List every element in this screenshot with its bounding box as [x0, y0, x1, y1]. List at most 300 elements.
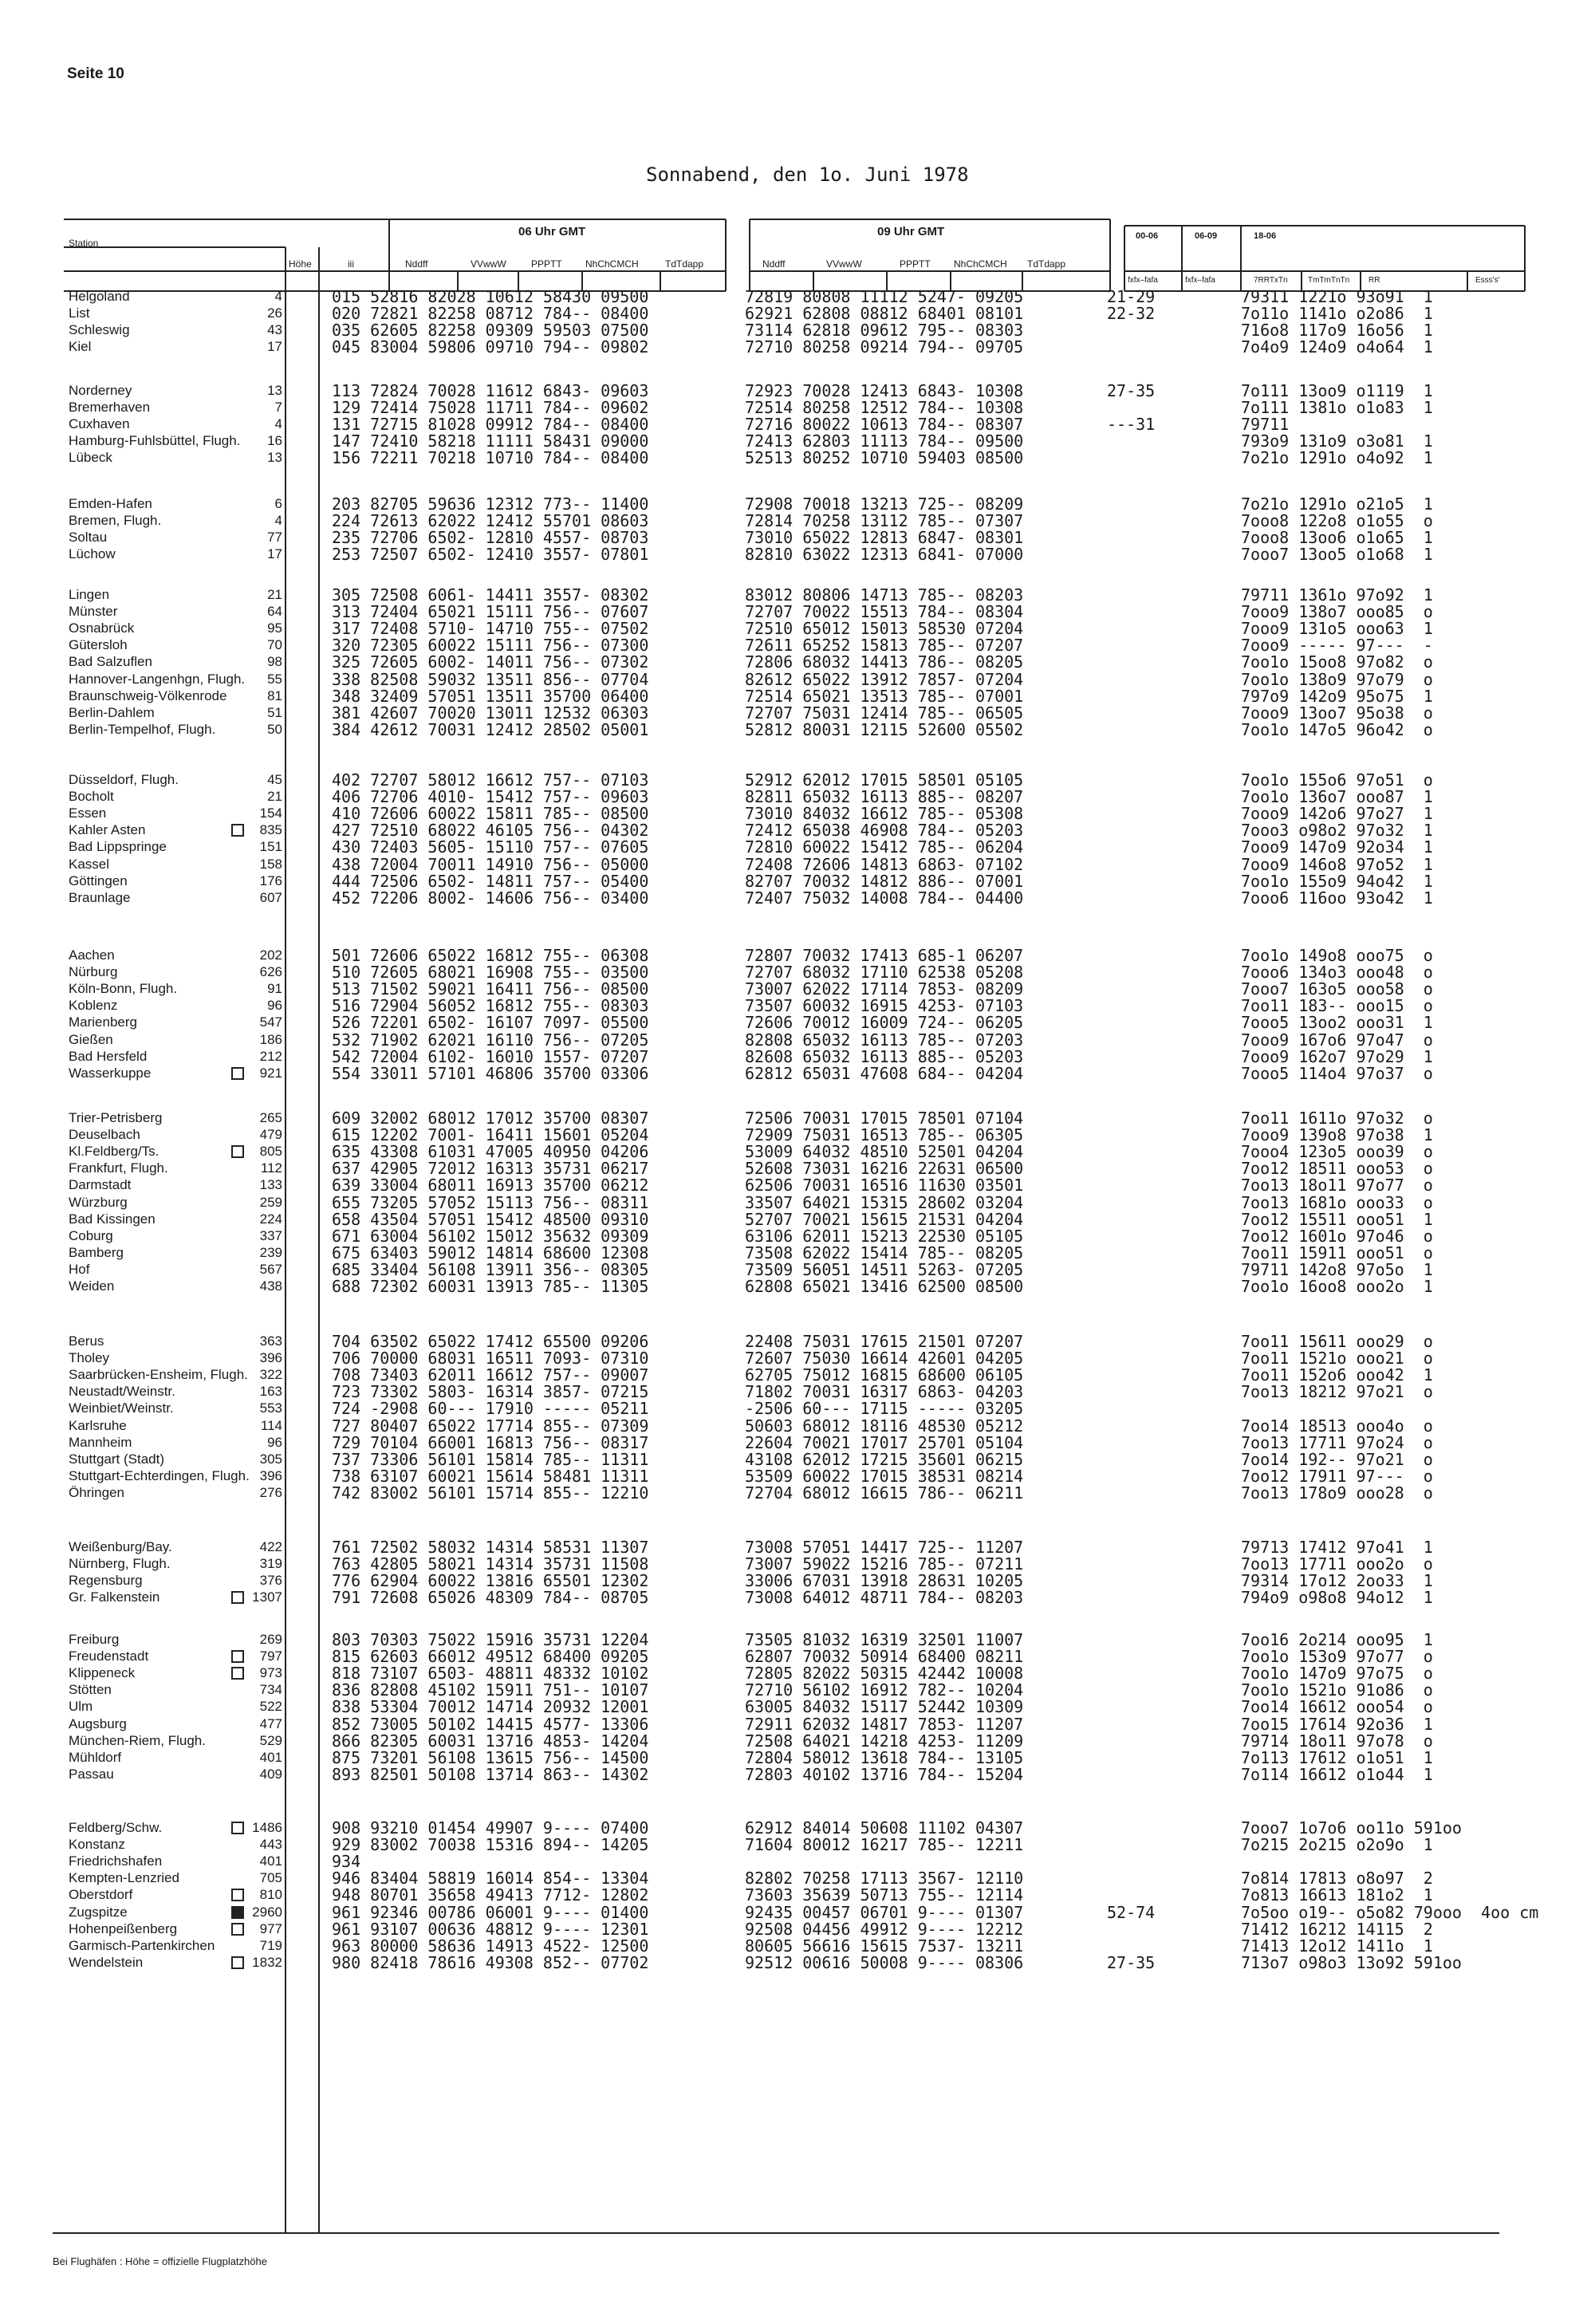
obs-06-gmt: 729 70104 66001 16813 756-- 08317: [332, 1432, 649, 1452]
station-height: 409: [259, 1766, 282, 1782]
obs-06-gmt: 402 72707 58012 16612 757-- 07103: [332, 770, 649, 790]
table-row: [0, 1384, 1595, 1400]
obs-06-gmt: 838 53304 70012 14714 20932 12001: [332, 1697, 649, 1717]
table-row: [0, 1485, 1595, 1501]
station-name: Göttingen: [69, 872, 128, 888]
obs-extremes: 7o813 16613 181o2 1: [1241, 1885, 1433, 1905]
table-row: [0, 1065, 1595, 1081]
obs-06-gmt: 639 33004 68011 16913 35700 06212: [332, 1176, 649, 1195]
station-name: Freiburg: [69, 1632, 120, 1647]
obs-extremes: 7oo13 17711 ooo2o o: [1241, 1554, 1433, 1574]
table-row: [0, 415, 1595, 435]
station-height: 202: [259, 947, 282, 963]
obs-extremes: 7o21o 1291o o21o5 1: [1241, 494, 1433, 514]
header-period-2: 06-09: [1195, 231, 1218, 241]
station-height: 376: [259, 1573, 282, 1589]
obs-extremes: 7ooo9 162o7 97o29 1: [1241, 1046, 1433, 1066]
table-row: [0, 619, 1595, 639]
station-height: 4: [274, 289, 282, 304]
table-row: [0, 400, 1595, 416]
header-09-ppptt: PPPTT: [900, 258, 931, 270]
obs-09-gmt: 53009 64032 48510 52501 04204: [745, 1142, 1024, 1162]
table-row: [0, 1588, 1595, 1608]
obs-06-gmt: 776 62904 60022 13816 65501 12302: [332, 1571, 649, 1591]
obs-wind-gust: 22-32: [1107, 304, 1156, 324]
table-row: [0, 1837, 1595, 1853]
station-name: Hamburg-Fuhlsbüttel, Flugh.: [69, 433, 241, 449]
station-name: Zugspitze: [69, 1904, 128, 1920]
station-name: Bad Lippspringe: [69, 839, 167, 855]
station-height: 1307: [252, 1589, 282, 1605]
obs-09-gmt: 73007 62022 17114 7853- 08209: [745, 979, 1024, 999]
obs-06-gmt: 444 72506 6502- 14811 757-- 05400: [332, 871, 649, 891]
obs-06-gmt: 609 32002 68012 17012 35700 08307: [332, 1109, 649, 1128]
obs-extremes: 71413 12o12 1411o 1: [1241, 1936, 1433, 1956]
obs-extremes: 7ooo7 163o5 ooo58 o: [1241, 979, 1433, 999]
obs-extremes: 7ooo9 139o8 97o38 1: [1241, 1125, 1433, 1145]
obs-extremes: 7ooo9 167o6 97o47 o: [1241, 1030, 1433, 1050]
station-name: Soltau: [69, 530, 108, 546]
station-name: Wendelstein: [69, 1954, 144, 1970]
obs-06-gmt: 708 73403 62011 16612 757-- 09007: [332, 1365, 649, 1385]
table-row: [0, 530, 1595, 546]
obs-06-gmt: 961 92346 00786 06001 9---- 01400: [332, 1902, 649, 1922]
header-09-nhch: NhChCMCH: [954, 258, 1007, 270]
station-height: 719: [259, 1937, 282, 1953]
obs-09-gmt: 72814 70258 13112 785-- 07307: [745, 511, 1024, 531]
obs-06-gmt: 724 -2908 60--- 17910 ----- 05211: [332, 1399, 649, 1419]
station-height: 322: [259, 1367, 282, 1383]
table-row: [0, 1367, 1595, 1383]
obs-09-gmt: 72803 40102 13716 784-- 15204: [745, 1764, 1024, 1784]
obs-09-gmt: 72716 80022 10613 784-- 08307: [745, 415, 1024, 435]
obs-extremes: 7ooo7 1o7o6 oo11o 591oo: [1241, 1818, 1462, 1838]
obs-extremes: 71412 16212 14115 2: [1241, 1919, 1433, 1939]
obs-06-gmt: 035 62605 82258 09309 59503 07500: [332, 321, 649, 341]
station-height: 422: [259, 1539, 282, 1554]
station-name: Bremerhaven: [69, 400, 151, 416]
station-height: 45: [267, 772, 282, 787]
obs-09-gmt: 82811 65032 16113 885-- 08207: [745, 787, 1024, 807]
obs-extremes: 7o114 16612 o1o44 1: [1241, 1764, 1433, 1784]
station-height: 921: [259, 1065, 282, 1081]
station-height: 835: [259, 822, 282, 838]
table-row: [0, 947, 1595, 963]
station-height: 363: [259, 1333, 282, 1349]
station-height: 96: [267, 1434, 282, 1450]
obs-06-gmt: 045 83004 59806 09710 794-- 09802: [332, 337, 649, 357]
station-height: 212: [259, 1048, 282, 1064]
obs-06-gmt: 513 71502 59021 16411 756-- 08500: [332, 979, 649, 999]
station-name: Düsseldorf, Flugh.: [69, 772, 179, 787]
station-height: 70: [267, 637, 282, 653]
station-height: 17: [267, 339, 282, 355]
table-row: [0, 1664, 1595, 1684]
table-row: [0, 1952, 1595, 1972]
obs-09-gmt: 71604 80012 16217 785-- 12211: [745, 1835, 1024, 1855]
obs-09-gmt: 50603 68012 18116 48530 05212: [745, 1416, 1024, 1436]
table-row: [0, 719, 1595, 739]
station-name: Klippeneck: [69, 1665, 136, 1681]
obs-extremes: 7oo11 183-- ooo15 o: [1241, 996, 1433, 1016]
obs-06-gmt: 253 72507 6502- 12410 3557- 07801: [332, 545, 649, 565]
table-row: [0, 1716, 1595, 1732]
table-row: [0, 669, 1595, 689]
obs-06-gmt: 818 73107 6503- 48811 48332 10102: [332, 1664, 649, 1684]
obs-09-gmt: 73114 62818 09612 795-- 08303: [745, 321, 1024, 341]
station-name: Tholey: [69, 1350, 110, 1366]
obs-06-gmt: 723 73302 5803- 16314 3857- 07215: [332, 1382, 649, 1402]
table-row: [0, 1127, 1595, 1143]
obs-09-gmt: 72805 82022 50315 42442 10008: [745, 1664, 1024, 1684]
station-height: 13: [267, 450, 282, 466]
obs-extremes: 7oo1o 16oo8 ooo2o 1: [1241, 1277, 1433, 1296]
obs-extremes: 7oo14 192-- 97o21 o: [1241, 1449, 1433, 1469]
obs-09-gmt: 72606 70012 16009 724-- 06205: [745, 1013, 1024, 1033]
table-row: [0, 587, 1595, 603]
mountain-station-box-icon: [231, 1650, 244, 1663]
station-name: Weinbiet/Weinstr.: [69, 1400, 174, 1416]
station-height: 705: [259, 1870, 282, 1886]
obs-09-gmt: 33507 64021 15315 28602 03204: [745, 1192, 1024, 1212]
obs-06-gmt: 738 63107 60021 15614 58481 11311: [332, 1466, 649, 1486]
station-height: 396: [259, 1350, 282, 1366]
obs-09-gmt: -2506 60--- 17115 ----- 03205: [745, 1399, 1024, 1419]
station-height: 479: [259, 1127, 282, 1143]
header-06-ppptt: PPPTT: [531, 258, 562, 270]
obs-09-gmt: 72413 62803 11113 784-- 09500: [745, 431, 1024, 451]
obs-extremes: 7o111 13oo9 o1119 1: [1241, 381, 1433, 400]
obs-09-gmt: 80605 56616 15615 7537- 13211: [745, 1936, 1024, 1956]
station-name: Bad Kissingen: [69, 1211, 156, 1227]
obs-06-gmt: 452 72206 8002- 14606 756-- 03400: [332, 888, 649, 908]
station-name: Berlin-Tempelhof, Flugh.: [69, 721, 216, 737]
station-height: 319: [259, 1556, 282, 1572]
obs-extremes: 7o21o 1291o o4o92 1: [1241, 448, 1433, 468]
header-06-nddff: Nddff: [405, 258, 428, 270]
station-name: Emden-Hafen: [69, 496, 152, 511]
obs-extremes: 7ooo4 123o5 ooo39 o: [1241, 1142, 1433, 1162]
obs-extremes: 7ooo8 122o8 o1o55 o: [1241, 511, 1433, 531]
station-height: 43: [267, 322, 282, 338]
header-sub-4: TmTmTnTn: [1308, 276, 1350, 285]
station-height: 64: [267, 604, 282, 620]
table-row: [0, 1259, 1595, 1279]
station-name: Braunschweig-Völkenrode: [69, 687, 227, 703]
obs-09-gmt: 72807 70032 17413 685-1 06207: [745, 946, 1024, 965]
station-name: Lübeck: [69, 450, 112, 466]
table-row: [0, 1449, 1595, 1469]
table-row: [0, 1159, 1595, 1179]
table-row: [0, 545, 1595, 565]
obs-09-gmt: 73008 64012 48711 784-- 08203: [745, 1588, 1024, 1608]
mountain-station-box-icon: [231, 824, 244, 837]
obs-09-gmt: 73505 81032 16319 32501 11007: [745, 1630, 1024, 1649]
table-row: [0, 1192, 1595, 1212]
obs-06-gmt: 875 73201 56108 13615 756-- 14500: [332, 1747, 649, 1767]
obs-extremes: 7ooo6 134o3 ooo48 o: [1241, 963, 1433, 983]
station-height: 438: [259, 1278, 282, 1294]
obs-09-gmt: 72607 75030 16614 42601 04205: [745, 1349, 1024, 1369]
obs-extremes: 79714 18o11 97o78 o: [1241, 1731, 1433, 1751]
obs-06-gmt: 803 70303 75022 15916 35731 12204: [332, 1630, 649, 1649]
obs-09-gmt: 82802 70258 17113 3567- 12110: [745, 1869, 1024, 1889]
obs-06-gmt: 015 52816 82028 10612 58430 09500: [332, 287, 649, 306]
station-name: Friedrichshafen: [69, 1853, 163, 1869]
station-name: Konstanz: [69, 1837, 125, 1853]
table-row: [0, 636, 1595, 656]
obs-extremes: 7o215 2o215 o2o9o 1: [1241, 1835, 1433, 1855]
obs-09-gmt: 72810 60022 15412 785-- 06204: [745, 837, 1024, 857]
station-name: Kempten-Lenzried: [69, 1870, 179, 1886]
station-height: 91: [267, 981, 282, 997]
table-row: [0, 513, 1595, 529]
obs-09-gmt: 72707 68032 17110 62538 05208: [745, 963, 1024, 983]
obs-extremes: 7oo11 15911 ooo51 o: [1241, 1243, 1433, 1262]
table-row: [0, 789, 1595, 805]
obs-06-gmt: 946 83404 58819 16014 854-- 13304: [332, 1869, 649, 1889]
obs-09-gmt: 72510 65012 15013 58530 07204: [745, 619, 1024, 639]
header-sub-3: 7RRTxTn: [1254, 276, 1288, 285]
table-row: [0, 1921, 1595, 1937]
obs-06-gmt: 305 72508 6061- 14411 3557- 08302: [332, 585, 649, 605]
obs-09-gmt: 73010 84032 16612 785-- 05308: [745, 804, 1024, 824]
station-name: Passau: [69, 1766, 114, 1782]
table-row: [0, 1764, 1595, 1784]
mountain-station-box-icon: [231, 1145, 244, 1158]
station-name: Weißenburg/Bay.: [69, 1539, 172, 1554]
table-row: [0, 804, 1595, 824]
obs-06-gmt: 129 72414 75028 11711 784-- 09602: [332, 398, 649, 418]
table-row: [0, 1733, 1595, 1749]
obs-extremes: 7oo12 1601o 97o46 o: [1241, 1226, 1433, 1246]
obs-extremes: 7oo15 17614 92o36 1: [1241, 1714, 1433, 1734]
station-height: 21: [267, 587, 282, 602]
table-row: [0, 1349, 1595, 1369]
obs-wind-gust: 27-35: [1107, 381, 1156, 400]
obs-06-gmt: 852 73005 50102 14415 4577- 13306: [332, 1714, 649, 1734]
obs-extremes: 7ooo9 ----- 97--- -: [1241, 636, 1433, 656]
station-height: 567: [259, 1261, 282, 1277]
header-hoehe: Höhe: [289, 258, 312, 270]
table-row: [0, 890, 1595, 906]
station-height: 259: [259, 1194, 282, 1210]
table-row: [0, 1904, 1595, 1920]
obs-06-gmt: 384 42612 70031 12412 28502 05001: [332, 719, 649, 739]
obs-06-gmt: 381 42607 70020 13011 12532 06303: [332, 703, 649, 723]
obs-09-gmt: 33006 67031 13918 28631 10205: [745, 1571, 1024, 1591]
obs-06-gmt: 542 72004 6102- 16010 1557- 07207: [332, 1046, 649, 1066]
obs-09-gmt: 72704 68012 16615 786-- 06211: [745, 1483, 1024, 1503]
station-height: 17: [267, 546, 282, 562]
obs-09-gmt: 72911 62032 14817 7853- 11207: [745, 1714, 1024, 1734]
obs-extremes: 7oo1o 149o8 ooo75 o: [1241, 946, 1433, 965]
station-name: Ulm: [69, 1699, 93, 1715]
header-sub-1: fxfx–fafa: [1128, 276, 1158, 285]
station-name: Hohenpeißenberg: [69, 1920, 178, 1936]
mountain-station-box-icon: [231, 1067, 244, 1080]
table-row: [0, 321, 1595, 341]
station-name: Mannheim: [69, 1434, 132, 1450]
obs-extremes: 79314 17o12 2oo33 1: [1241, 1571, 1433, 1591]
station-name: Freudenstadt: [69, 1648, 149, 1664]
station-height: 401: [259, 1853, 282, 1869]
obs-06-gmt: 815 62603 66012 49512 68400 09205: [332, 1647, 649, 1667]
obs-extremes: 7oo1o 155o9 94o42 1: [1241, 871, 1433, 891]
obs-09-gmt: 52707 70021 15615 21531 04204: [745, 1209, 1024, 1229]
station-height: 151: [259, 839, 282, 855]
obs-extremes: 7o113 17612 o1o51 1: [1241, 1747, 1433, 1767]
obs-06-gmt: 908 93210 01454 49907 9---- 07400: [332, 1818, 649, 1838]
obs-06-gmt: 510 72605 68021 16908 755-- 03500: [332, 963, 649, 983]
obs-06-gmt: 836 82808 45102 15911 751-- 10107: [332, 1680, 649, 1700]
obs-09-gmt: 72710 56102 16912 782-- 10204: [745, 1680, 1024, 1700]
obs-09-gmt: 72514 80258 12512 784-- 10308: [745, 398, 1024, 418]
obs-06-gmt: 516 72904 56052 16812 755-- 08303: [332, 996, 649, 1016]
station-name: Neustadt/Weinstr.: [69, 1384, 175, 1400]
obs-extremes: 7ooo9 13oo7 95o38 o: [1241, 703, 1433, 723]
table-row: [0, 304, 1595, 324]
station-height: 1832: [252, 1954, 282, 1970]
station-height: 95: [267, 620, 282, 636]
station-height: 112: [260, 1160, 282, 1176]
obs-09-gmt: 52513 80252 10710 59403 08500: [745, 448, 1024, 468]
table-row: [0, 705, 1595, 721]
obs-06-gmt: 526 72201 6502- 16107 7097- 05500: [332, 1013, 649, 1033]
obs-06-gmt: 791 72608 65026 48309 784-- 08705: [332, 1588, 649, 1608]
station-name: Deuselbach: [69, 1127, 140, 1143]
station-height: 805: [259, 1144, 282, 1160]
obs-06-gmt: 235 72706 6502- 12810 4557- 08703: [332, 528, 649, 548]
station-name: Marienberg: [69, 1014, 137, 1030]
obs-06-gmt: 929 83002 70038 15316 894-- 14205: [332, 1835, 649, 1855]
mountain-station-box-icon: [231, 1923, 244, 1936]
obs-09-gmt: 82612 65022 13912 7857- 07204: [745, 669, 1024, 689]
table-row: [0, 1432, 1595, 1452]
station-height: 21: [267, 789, 282, 805]
header-06-vvwww: VVwwW: [471, 258, 506, 270]
footnote: Bei Flughäfen : Höhe = offizielle Flugplatzhöhe: [53, 2255, 267, 2267]
station-name: Berlin-Dahlem: [69, 704, 155, 720]
station-height: 163: [259, 1384, 282, 1400]
obs-06-gmt: 427 72510 68022 46105 756-- 04302: [332, 821, 649, 841]
obs-09-gmt: 92435 00457 06701 9---- 01307: [745, 1902, 1024, 1922]
obs-06-gmt: 438 72004 70011 14910 756-- 05000: [332, 854, 649, 874]
station-height: 224: [259, 1211, 282, 1227]
station-name: Köln-Bonn, Flugh.: [69, 981, 178, 997]
obs-extremes: 7ooo9 138o7 ooo85 o: [1241, 602, 1433, 622]
obs-09-gmt: 82608 65032 16113 885-- 05203: [745, 1046, 1024, 1066]
station-name: Regensburg: [69, 1573, 143, 1589]
station-name: Koblenz: [69, 998, 118, 1014]
station-height: 176: [259, 872, 282, 888]
station-name: Münster: [69, 604, 118, 620]
obs-09-gmt: 92512 00616 50008 9---- 08306: [745, 1952, 1024, 1972]
obs-09-gmt: 73508 62022 15414 785-- 08205: [745, 1243, 1024, 1262]
mountain-station-box-icon: [231, 1822, 244, 1834]
obs-extremes: 7ooo9 142o6 97o27 1: [1241, 804, 1433, 824]
obs-extremes: 7oo11 1521o ooo21 o: [1241, 1349, 1433, 1369]
table-row: [0, 998, 1595, 1014]
obs-extremes: 7o4o9 124o9 o4o64 1: [1241, 337, 1433, 357]
obs-06-gmt: 320 72305 60022 15111 756-- 07300: [332, 636, 649, 656]
obs-09-gmt: 73008 57051 14417 725-- 11207: [745, 1538, 1024, 1557]
obs-extremes: 7ooo5 13oo2 ooo31 1: [1241, 1013, 1433, 1033]
obs-06-gmt: 156 72211 70218 10710 784-- 08400: [332, 448, 649, 468]
station-name: Feldberg/Schw.: [69, 1820, 163, 1835]
obs-09-gmt: 62807 70032 50914 68400 08211: [745, 1647, 1024, 1667]
obs-09-gmt: 72408 72606 14813 6863- 07102: [745, 854, 1024, 874]
obs-06-gmt: 635 43308 61031 47005 40950 04206: [332, 1142, 649, 1162]
obs-06-gmt: 706 70000 68031 16511 7093- 07310: [332, 1349, 649, 1369]
obs-06-gmt: 671 63004 56102 15012 35632 09309: [332, 1226, 649, 1246]
obs-wind-gust: ---31: [1107, 415, 1156, 435]
table-row: [0, 1144, 1595, 1160]
obs-09-gmt: 72806 68032 14413 786-- 08205: [745, 652, 1024, 672]
obs-extremes: 7o5oo o19-- o5o82 79ooo 4oo cm: [1241, 1902, 1539, 1922]
table-row: [0, 1869, 1595, 1889]
obs-extremes: 7oo13 17711 97o24 o: [1241, 1432, 1433, 1452]
obs-09-gmt: 72508 64021 14218 4253- 11209: [745, 1731, 1024, 1751]
station-height: 443: [259, 1837, 282, 1853]
station-name: Lüchow: [69, 546, 116, 562]
obs-extremes: 7ooo6 116oo 93o42 1: [1241, 888, 1433, 908]
station-height: 7: [274, 400, 282, 416]
obs-extremes: 7ooo7 13oo5 o1o68 1: [1241, 545, 1433, 565]
station-name: Bremen, Flugh.: [69, 513, 162, 529]
station-name: Essen: [69, 806, 107, 821]
obs-09-gmt: 72923 70028 12413 6843- 10308: [745, 381, 1024, 400]
obs-09-gmt: 22408 75031 17615 21501 07207: [745, 1332, 1024, 1351]
station-height: 2960: [252, 1904, 282, 1920]
obs-06-gmt: 934: [332, 1852, 361, 1872]
obs-extremes: 79713 17412 97o41 1: [1241, 1538, 1433, 1557]
obs-09-gmt: 72611 65252 15813 785-- 07207: [745, 636, 1024, 656]
obs-06-gmt: 761 72502 58032 14314 58531 11307: [332, 1538, 649, 1557]
table-row: [0, 1211, 1595, 1227]
station-height: 547: [259, 1014, 282, 1030]
station-name: Darmstadt: [69, 1177, 132, 1193]
obs-09-gmt: 73603 35639 50713 755-- 12114: [745, 1885, 1024, 1905]
obs-extremes: 794o9 o98o8 94o12 1: [1241, 1588, 1433, 1608]
mountain-station-box-icon: [231, 1667, 244, 1680]
obs-extremes: 7oo14 18513 ooo4o o: [1241, 1416, 1433, 1436]
obs-09-gmt: 62812 65031 47608 684-- 04204: [745, 1063, 1024, 1083]
table-row: [0, 1228, 1595, 1244]
obs-extremes: 7oo1o 1521o 91o86 o: [1241, 1680, 1433, 1700]
table-row: [0, 450, 1595, 466]
station-name: Helgoland: [69, 289, 130, 304]
station-name: Gr. Falkenstein: [69, 1589, 160, 1605]
obs-09-gmt: 82810 63022 12313 6841- 07000: [745, 545, 1024, 565]
obs-06-gmt: 727 80407 65022 17714 855-- 07309: [332, 1416, 649, 1436]
obs-06-gmt: 685 33404 56108 13911 356-- 08305: [332, 1259, 649, 1279]
header-iii: iii: [348, 258, 354, 270]
obs-09-gmt: 72804 58012 13618 784-- 13105: [745, 1747, 1024, 1767]
obs-09-gmt: 82707 70032 14812 886-- 07001: [745, 871, 1024, 891]
obs-09-gmt: 72707 75031 12414 785-- 06505: [745, 703, 1024, 723]
station-name: Weiden: [69, 1278, 115, 1294]
obs-extremes: 79711 1361o 97o92 1: [1241, 585, 1433, 605]
table-row: [0, 1013, 1595, 1033]
table-row: [0, 963, 1595, 983]
table-row: [0, 1046, 1595, 1066]
station-height: 4: [274, 416, 282, 432]
station-name: Saarbrücken-Ensheim, Flugh.: [69, 1367, 248, 1383]
obs-extremes: 7oo1o 155o6 97o51 o: [1241, 770, 1433, 790]
header-sub-6: Esss's': [1475, 276, 1500, 285]
header-period-1: 00-06: [1136, 231, 1159, 241]
